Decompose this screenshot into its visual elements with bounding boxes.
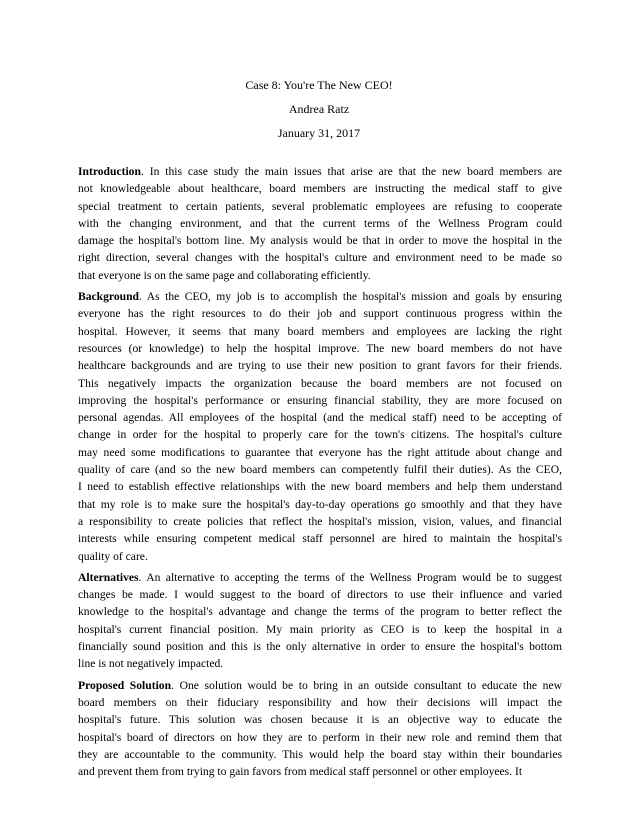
section-proposed-solution bbox=[78, 677, 562, 781]
line-text: improving the hospital's performance or ensuring financial stability, they are more focused on bbox=[78, 393, 562, 407]
paragraph-line bbox=[78, 215, 562, 232]
section-heading: Proposed Solution bbox=[78, 678, 172, 692]
document-date: January 31, 2017 bbox=[277, 126, 361, 140]
paragraph-line bbox=[78, 763, 562, 780]
paragraph-line bbox=[78, 392, 562, 409]
line-text: This negatively impacts the organization because the board members are not focused on bbox=[78, 376, 562, 390]
paragraph-line bbox=[78, 444, 562, 461]
section-heading: Background bbox=[78, 290, 139, 304]
line-text: hospital's future. This solution was chosen because it is an objective way to educate the bbox=[78, 713, 562, 727]
paragraph-line bbox=[78, 249, 562, 266]
line-text: and prevent them from trying to gain favors from medical staff personnel or other employees. It bbox=[78, 765, 523, 779]
line-text: may need some modifications to guarantee that everyone has the right attitude about change and bbox=[78, 445, 562, 459]
paragraph-line bbox=[78, 621, 562, 638]
paragraph-line: Proposed Solution. One solution would be to bring in an outside consultant to educate the new bbox=[78, 678, 562, 692]
paragraph-line bbox=[78, 513, 562, 530]
line-text: hospital's current financial position. My main priority as CEO is to keep the hospital in a bbox=[78, 622, 562, 636]
line-text: quality of care. bbox=[78, 549, 148, 563]
paragraph-line bbox=[78, 478, 562, 495]
paragraph-line bbox=[78, 530, 562, 547]
paragraph-line bbox=[78, 267, 562, 284]
line-text: right direction, several changes with the hospital's culture and environment need to be made so bbox=[78, 251, 562, 265]
line-text: everyone has the right resources to do their job and support continuous progress within the bbox=[78, 307, 562, 321]
paragraph-line bbox=[78, 603, 562, 620]
paragraph-line bbox=[78, 711, 562, 728]
paragraph-line bbox=[78, 232, 562, 249]
line-text: personal agendas. All employees of the hospital (and the medical staff) need to be accepting of bbox=[78, 411, 562, 425]
paragraph-line bbox=[78, 461, 562, 478]
document-title: Case 8: You're The New CEO! bbox=[245, 78, 393, 92]
line-text: An alternative to accepting the terms of the Wellness Program would be to suggest bbox=[146, 570, 562, 584]
section-heading: Introduction bbox=[78, 165, 141, 178]
paragraph-line bbox=[78, 426, 562, 443]
line-text: with the changing environment, and that the current terms of the Wellness Program could bbox=[78, 216, 562, 230]
line-text: line is not negatively impacted. bbox=[78, 657, 224, 671]
paragraph-line bbox=[78, 323, 562, 340]
paragraph-line bbox=[78, 409, 562, 426]
line-text: As the CEO, my job is to accomplish the hospital's mission and goals by ensuring bbox=[146, 290, 562, 304]
section-background bbox=[78, 288, 562, 565]
section-introduction bbox=[78, 163, 562, 284]
line-text: interests while ensuring competent medical staff personnel are hired to maintain the hospital's bbox=[78, 532, 562, 546]
paragraph-line bbox=[78, 340, 562, 357]
line-text: changes be made. I would suggest to the board of directors to use their influence and varied bbox=[78, 588, 562, 602]
line-text: financially sound position and this is the only alternative in order to ensure the hospital's bottom bbox=[78, 640, 562, 654]
paragraph-line bbox=[78, 180, 562, 197]
paragraph-line: Alternatives. An alternative to accepting the terms of the Wellness Program would be to suggest bbox=[78, 570, 562, 584]
line-text: I need to establish effective relationships with the new board members and help them understand bbox=[78, 480, 562, 494]
line-text: hospital's board of directors on how they are to perform in their new role and remind them that bbox=[78, 730, 562, 744]
line-text: damage the hospital's bottom line. My analysis would be that in order to move the hospital in the bbox=[78, 234, 562, 248]
document-author: Andrea Ratz bbox=[288, 102, 350, 116]
paragraph-line bbox=[78, 746, 562, 763]
paragraph-line bbox=[78, 198, 562, 215]
paragraph-line bbox=[78, 694, 562, 711]
line-text: knowledge to the hospital's advantage and change the terms of the program to better reflect the bbox=[78, 605, 562, 619]
document-body bbox=[78, 163, 562, 784]
line-text: that everyone is on the same page and collaborating efficiently. bbox=[78, 268, 371, 282]
paragraph-line: Introduction. In this case study the main issues that arise are that the new board members are bbox=[78, 165, 562, 178]
line-text: In this case study the main issues that arise are that the new board members are bbox=[149, 165, 562, 178]
line-text: they are accountable to the community. This would help the board stay within their boundaries bbox=[78, 747, 562, 761]
paragraph-line: Background. As the CEO, my job is to accomplish the hospital's mission and goals by ensuring bbox=[78, 290, 562, 304]
line-text: resources (or knowledge) to help the hospital improve. The new board members do not have bbox=[78, 341, 562, 355]
line-text: hospital. However, it seems that many board members and employees are lacking the right bbox=[78, 324, 562, 338]
line-text: special treatment to certain patients, several problematic employees are refusing to cooperate bbox=[78, 199, 562, 213]
paragraph-line bbox=[78, 375, 562, 392]
line-text: not knowledgeable about healthcare, board members are instructing the medical staff to give bbox=[78, 182, 562, 196]
paragraph-line bbox=[78, 305, 562, 322]
section-alternatives bbox=[78, 569, 562, 673]
paragraph-line bbox=[78, 655, 562, 672]
section-heading: Alternatives bbox=[78, 570, 139, 584]
line-text: One solution would be to bring in an outside consultant to educate the new bbox=[179, 678, 562, 692]
paragraph-line bbox=[78, 638, 562, 655]
paragraph-line bbox=[78, 357, 562, 374]
line-text: healthcare backgrounds and are trying to use their new position to grant favors for their friends. bbox=[78, 359, 562, 373]
paragraph-line bbox=[78, 729, 562, 746]
line-text: a responsibility to create policies that reflect the hospital's mission, vision, values, and financial bbox=[78, 514, 562, 528]
line-text: board members on their fiduciary responsibility and how their decisions will impact the bbox=[78, 695, 562, 709]
line-text: that my role is to make sure the hospital's day-to-day operations go smoothly and that they have bbox=[78, 497, 562, 511]
paragraph-line bbox=[78, 496, 562, 513]
line-text: quality of care (and so the new board members can competently fulfil their duties). As the CEO, bbox=[78, 463, 562, 477]
paragraph-line bbox=[78, 548, 562, 565]
paragraph-line bbox=[78, 586, 562, 603]
line-text: change in order for the hospital to properly care for the town's citizens. The hospital's culture bbox=[78, 428, 562, 442]
